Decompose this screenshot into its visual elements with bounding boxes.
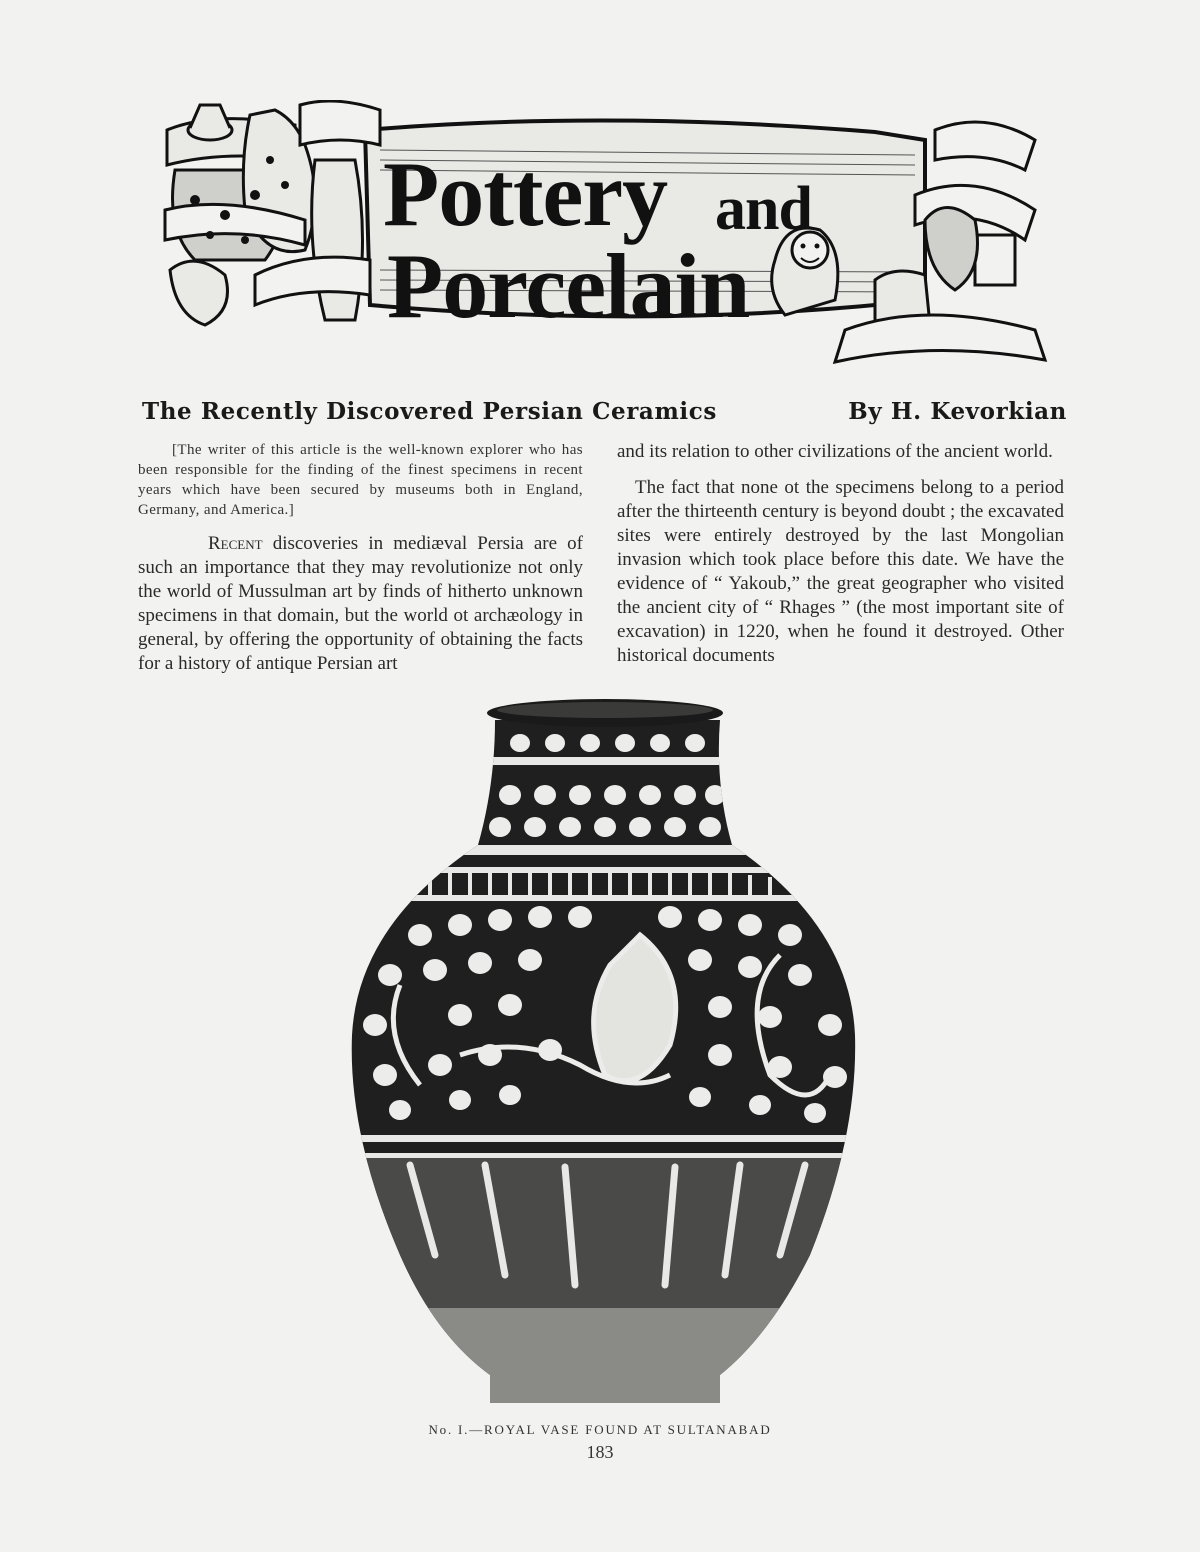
- banner-title-porcelain: Porcelain: [387, 235, 750, 337]
- page-number: 183: [586, 1442, 614, 1462]
- paragraph-1: [138, 532, 583, 676]
- paragraph-1-body: discoveries in mediæval Persia are of such an importance that they may revolutionize not only the world of Mussulman art by finds of hitherto unknown specimens in that domain, but the world ot archæology in general, by offering the opportunity of obtaining the facts for a history of antique Persian art: [138, 533, 583, 674]
- paragraph-1-continued: and its relation to other civilizations of the ancient world.: [617, 441, 1053, 462]
- paragraph-2: The fact that none ot the specimens belong to a period after the thirteenth century is beyond doubt ; the excavated sites were entirely destroyed by the last Mongolian invasion which took place before this date. We have the evidence of “ Yakoub,” the great geographer who visited the ancient city of “ Rhages ” (the most important site of excavation) in 1220, when he found it destroyed. Other historical documents: [617, 477, 1064, 666]
- paragraph-1-lead: Recent: [208, 533, 263, 554]
- left-column: [138, 440, 583, 676]
- right-column: [617, 440, 1064, 668]
- banner-title-and: and: [715, 175, 812, 243]
- editor-note: [The writer of this article is the well-known explorer who has been responsible for the finding of the finest specimens in recent years which have been secured by museums both in England, Germany, and America.]: [138, 442, 583, 518]
- banner-title-pottery: Pottery: [383, 143, 668, 245]
- figure-caption: No. I.—ROYAL VASE FOUND AT SULTANABAD: [428, 1422, 772, 1437]
- vase-illustration: [340, 695, 870, 1415]
- article-title: The Recently Discovered Persian Ceramics: [142, 398, 717, 425]
- decorative-banner: [155, 100, 1055, 370]
- vase-photograph: [340, 695, 870, 1415]
- article-headline: [142, 398, 1067, 425]
- article-byline: By H. Kevorkian: [848, 398, 1067, 425]
